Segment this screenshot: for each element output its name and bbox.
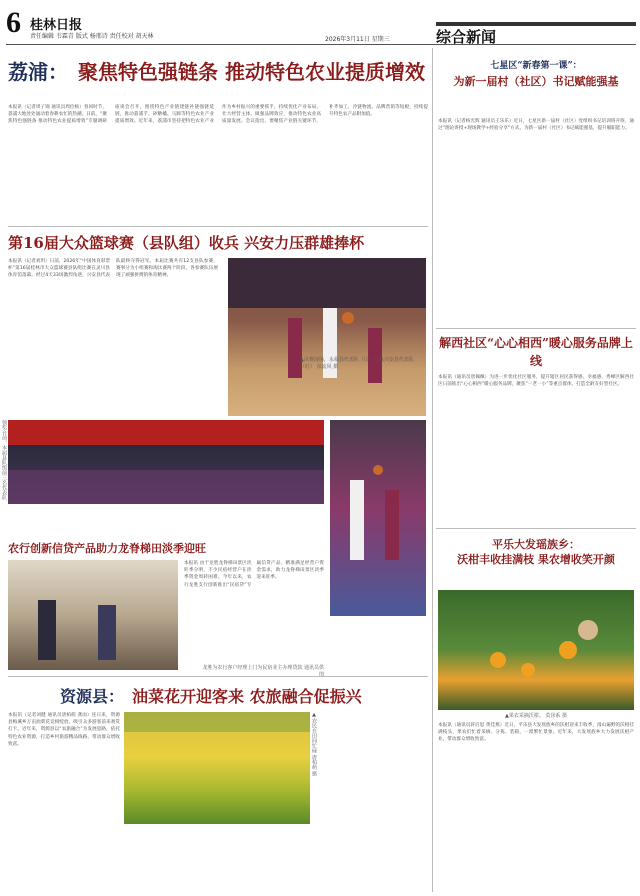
divider	[8, 676, 428, 677]
lead-title: 聚焦特色强链条 推动特色农业提质增效	[78, 60, 425, 84]
masthead	[0, 0, 640, 44]
credit-body: 本报讯 由于龙胜龙脊梯田景区淡旺季分明，不少民宿经营户在淡季资金周转困难。今年以来，农行龙胜支行创新推出“民宿贷”专属信贷产品，精准满足经营户资金需求，助力龙脊梯田景区淡季迎来旺季。	[184, 561, 324, 588]
sidebar-item3-title: 沃柑丰收挂满枝 果农增收笑开颜	[457, 553, 615, 566]
ziyuan-body: 本报讯（记者刘健 通讯员唐柏萌 龚雨）连日来，资源县梅溪乡万亩油菜花竞相绽放，吸引众多游客前来观赏打卡。近年来，资源县以“农旅融合”为发展思路，依托特色农业资源，打造乡村旅游精品线路，带动群众增收致富。	[8, 713, 120, 747]
ziyuan-body-continued	[124, 830, 428, 890]
lead-headline	[8, 56, 428, 96]
basketball-photo	[228, 258, 426, 416]
sidebar-item3-kicker: 平乐大发瑶族乡：	[492, 538, 580, 551]
header-divider	[6, 44, 636, 45]
section-title: 综合新闻	[436, 28, 497, 46]
ziyuan-place: 资源县：	[60, 687, 125, 706]
sidebar-item3-body: 本报讯（通讯员蒋启思 黄佳燕）近日，平乐县大发瑶族乡的沃柑迎来丰收季，漫山遍野的沃柑挂满枝头，果农们忙着采摘、分拣、装箱，一派繁忙景象。近年来，大发瑶族乡大力发展沃柑产业，带动群众增收致富。	[438, 723, 634, 743]
sidebar-item1-body: 本报讯（记者杨光辉 通讯员王乐乐）近日，七星区新一届村（社区）党组织书记培训班开班，通过“理论讲授+现场教学+经验分享”方式，为新一届村（社区）书记赋能强基，提升履职能力。	[438, 119, 634, 132]
issue-date: 2026年3月11日 星期三	[325, 36, 390, 43]
newspaper-brand: 桂林日报	[30, 18, 83, 33]
final-match-caption: ▲决赛现场，永福县代表队（白）对战兴安县代表队（红） 东流风 摄	[300, 357, 414, 370]
loan-officer-image	[8, 560, 178, 670]
rapeseed-caption: ▲农民在田间忙碌 唐柏萌 摄	[311, 712, 317, 777]
divider	[8, 226, 428, 227]
credit-photo	[8, 560, 178, 670]
orange-caption: ▲果农采摘沃柑。 莫泽系 摄	[504, 713, 568, 719]
credit-caption: 龙胜为农行客户经理上门为民宿业主办理贷款 通讯员供图	[202, 665, 324, 678]
group-photo-caption: 领奖台前，本届县队组前三名代表队	[1, 420, 7, 500]
column-divider	[432, 48, 433, 892]
divider	[436, 328, 636, 329]
divider	[436, 528, 636, 529]
basketball-body: 本报讯（记者刘玥）日前，2026年“中国体育彩票杯”第16届桂林市大众篮球赛县队组比赛在灵川县体育馆落幕。经过4天33场激烈角逐，兴安县代表队最终夺得冠军。本届比赛共有12支县队参赛，赛事分为小组赛和淘汰赛两个阶段，各参赛队伍展现了顽强拼搏的体育精神。	[8, 259, 218, 279]
rapeseed-photo	[124, 712, 310, 824]
orange-photo	[438, 590, 634, 710]
basketball-headline: 第16届大众篮球赛（县队组）收兵 兴安力压群雄捧杯	[8, 234, 365, 252]
lead-place: 荔浦：	[8, 60, 68, 84]
credit-headline: 农行创新信贷产品助力龙脊梯田淡季迎旺	[8, 542, 206, 555]
lead-body: 本报讯（记者周子锦 通讯员周俭杨）春回时节，荔浦大地处处涌动着春耕农忙的热潮。日前，“聚焦特色强链条 推动特色农业提质增效”专题调研座谈会召开，围绕特色产业链建链补链强链延链，推动荔浦芋、砂糖橘、马蹄等特色农业产业提质增效。近年来，荔浦市坚持把特色农业产业作为乡村振兴的重要抓手，持续优化产业布局、壮大经营主体、做强品牌效应，推动特色农业高质量发展。会议指出，要聚焦产业链关键环节，补齐加工、冷链物流、品牌营销等短板，持续提升特色农产品附加值。	[8, 105, 428, 125]
rapeseed-field-image	[124, 712, 310, 824]
ziyuan-headline	[60, 684, 440, 707]
sidebar-item2-body: 本报讯（通讯员唐佩佩）为进一步优化社区服务，提升辖区居民获得感、幸福感，秀峰区解西社区日前推出“心心相西”暖心服务品牌，聚焦“一老一小”等重点群体，打造全龄友好型社区。	[438, 375, 634, 388]
sidebar-item1-kicker: 七星区“新春第一课”：	[490, 61, 582, 71]
final-match-photo	[330, 420, 426, 616]
page-number: 6	[6, 6, 21, 39]
ziyuan-title: 油菜花开迎客来 农旅融合促振兴	[132, 687, 362, 706]
group-photo	[8, 420, 324, 504]
team-group-image	[8, 420, 324, 504]
orange-harvest-image	[438, 590, 634, 710]
basketball-game-image	[228, 258, 426, 416]
sidebar-item2-title: 解西社区“心心相西”暖心服务品牌上线	[439, 336, 633, 368]
editor-credits: 责任编辑 韦霖青 版式 杨邢诗 责任校对 胡天林	[30, 33, 154, 40]
final-match-image	[330, 420, 426, 616]
sidebar-item1-title: 为新一届村（社区）书记赋能强基	[453, 75, 619, 88]
